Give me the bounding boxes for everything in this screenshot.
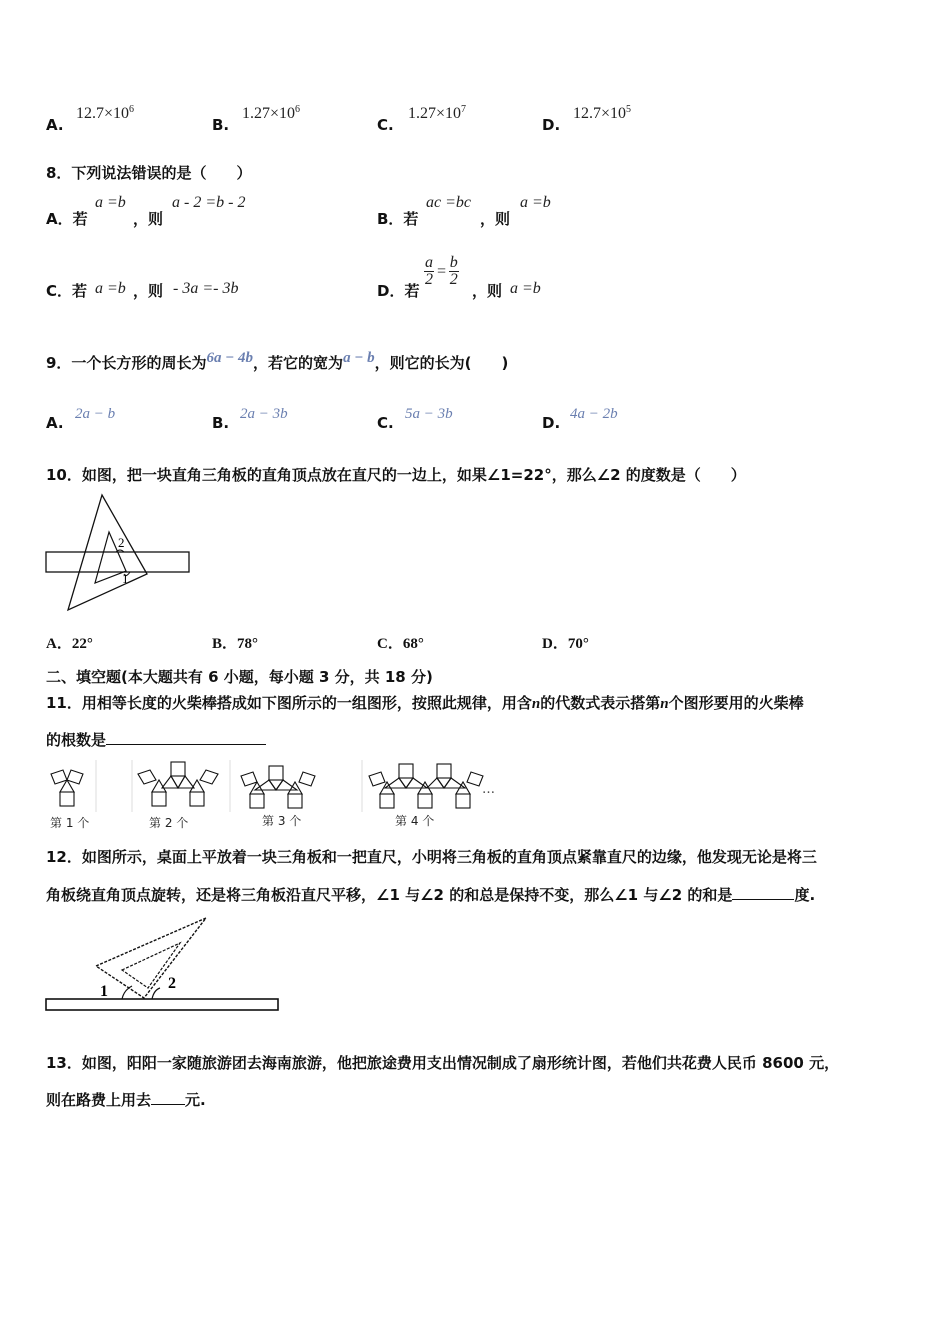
q12-line1: 12．如图所示，桌面上平放着一块三角板和一把直尺，小明将三角板的直角顶点紧靠直尺的边缘，他发现无论是将三 [46,848,817,866]
q11-ellipsis: … [482,782,495,797]
q13-line1: 13．如图，阳阳一家随旅游团去海南旅游，他把旅途费用支出情况制成了扇形统计图，若他们共花费人民币 8600 元， [46,1054,840,1072]
q13-line2: 则在路费上用去 元. [46,1091,206,1109]
q8-a-cond: a =b [95,194,126,211]
angle2-label: 2 [118,535,125,550]
q12-figure [40,910,290,1018]
q8-option-b[interactable]: B．若 [377,210,419,228]
q7-option-b[interactable]: B. [212,116,230,134]
q11-separators [96,760,362,812]
q8-c-cond: a =b [95,280,126,297]
q8-c-result: - 3a =- 3b [173,280,239,297]
q8-option-a[interactable]: A．若 [46,210,88,228]
q12-angle1-arc [122,986,132,999]
q9-option-c[interactable]: C. [377,414,394,432]
angle1-label: 1 [122,571,129,586]
q7-option-c[interactable]: C. [377,116,394,134]
q8-d-frac-left: $\frac{a}{2}$ [425,254,433,288]
q11-caption-1: 第 1 个 [50,816,90,830]
q9-option-b[interactable]: B. [212,414,230,432]
q9-option-a-expr: 2a − b [75,406,116,422]
q8-a-then: ，则 [133,210,164,228]
q12-angle2-arc [152,988,160,999]
q11-caption-3: 第 3 个 [262,814,302,828]
q7-option-a-value: $12.7\times 10^6$ [76,104,135,122]
q12-triangle-outer [96,918,206,998]
q9-option-c-expr: 5a − 3b [405,406,453,422]
q12-angle2-label: 2 [168,975,176,992]
q10-option-b[interactable]: B．78° [212,636,259,652]
q12-line2: 角板绕直角顶点旋转，还是将三角板沿直尺平移，∠1 与∠2 的和总是保持不变，那么∠1 与∠2 的和是 度. [46,886,816,904]
q8-c-then: ，则 [133,282,164,300]
q10-option-c[interactable]: C．68° [377,636,424,652]
q12-ruler [46,999,278,1010]
q11-shape-2 [138,762,218,806]
q9-option-d[interactable]: D. [542,414,561,432]
q8-d-then: ，则 [472,282,503,300]
q7-option-d[interactable]: D. [542,116,561,134]
q9-width: a − b [343,350,375,366]
q10-figure [40,492,200,617]
q11-shape-3 [241,766,315,808]
q8-stem: 8．下列说法错误的是（ ） [46,164,252,182]
q13-answer-blank[interactable] [151,1090,185,1105]
q11-shape-4 [369,764,483,808]
q9-option-d-expr: 4a − 2b [570,406,618,422]
q11-line2: 的根数是 [46,729,266,750]
q7-option-c-value: $1.27\times 10^7$ [408,104,467,122]
q8-b-result: a =b [520,194,551,211]
q8-b-cond: ac =bc [426,194,471,211]
q7-option-a[interactable]: A. [46,116,64,134]
q11-caption-4: 第 4 个 [395,814,435,828]
q12-angle1-label: 1 [100,983,108,1000]
q9-option-a[interactable]: A. [46,414,64,432]
q8-d-result: a =b [510,280,541,297]
q10-option-d[interactable]: D．70° [542,636,589,652]
q9-option-b-expr: 2a − 3b [240,406,288,422]
ruler-shape [46,552,189,572]
section2-heading: 二、填空题(本大题共有 6 小题，每小题 3 分，共 18 分) [46,668,433,686]
q9-perimeter: 6a − 4b [206,350,254,366]
q9-stem: 9．一个长方形的周长为6a − 4b，若它的宽为a − b，则它的长为( ) [46,350,509,372]
q8-b-then: ，则 [480,210,511,228]
q8-d-equation: $\frac{a}{2}$ = $\frac{b}{2}$ [425,254,458,288]
q8-d-frac-right: $\frac{b}{2}$ [449,254,458,288]
q10-stem: 10．如图，把一块直角三角板的直角顶点放在直尺的一边上，如果∠1=22°，那么∠2 的度数是（ ） [46,466,746,484]
q7-option-d-value: $12.7\times 10^5$ [573,104,632,122]
q11-answer-blank[interactable] [106,730,266,745]
q11-shape-1 [51,770,83,806]
q11-line1: 11．用相等长度的火柴棒搭成如下图所示的一组图形，按照此规律，用含n的代数式表示搭第n个图形要用的火柴棒 [46,694,804,712]
q11-caption-2: 第 2 个 [149,816,189,830]
q8-a-result: a - 2 =b - 2 [172,194,246,211]
q8-option-d[interactable]: D．若 [377,282,420,300]
q7-option-b-value: $1.27\times 10^6$ [242,104,301,122]
q12-answer-blank[interactable] [732,885,794,900]
q10-option-a[interactable]: A．22° [46,636,93,652]
q8-option-c[interactable]: C．若 [46,282,88,300]
